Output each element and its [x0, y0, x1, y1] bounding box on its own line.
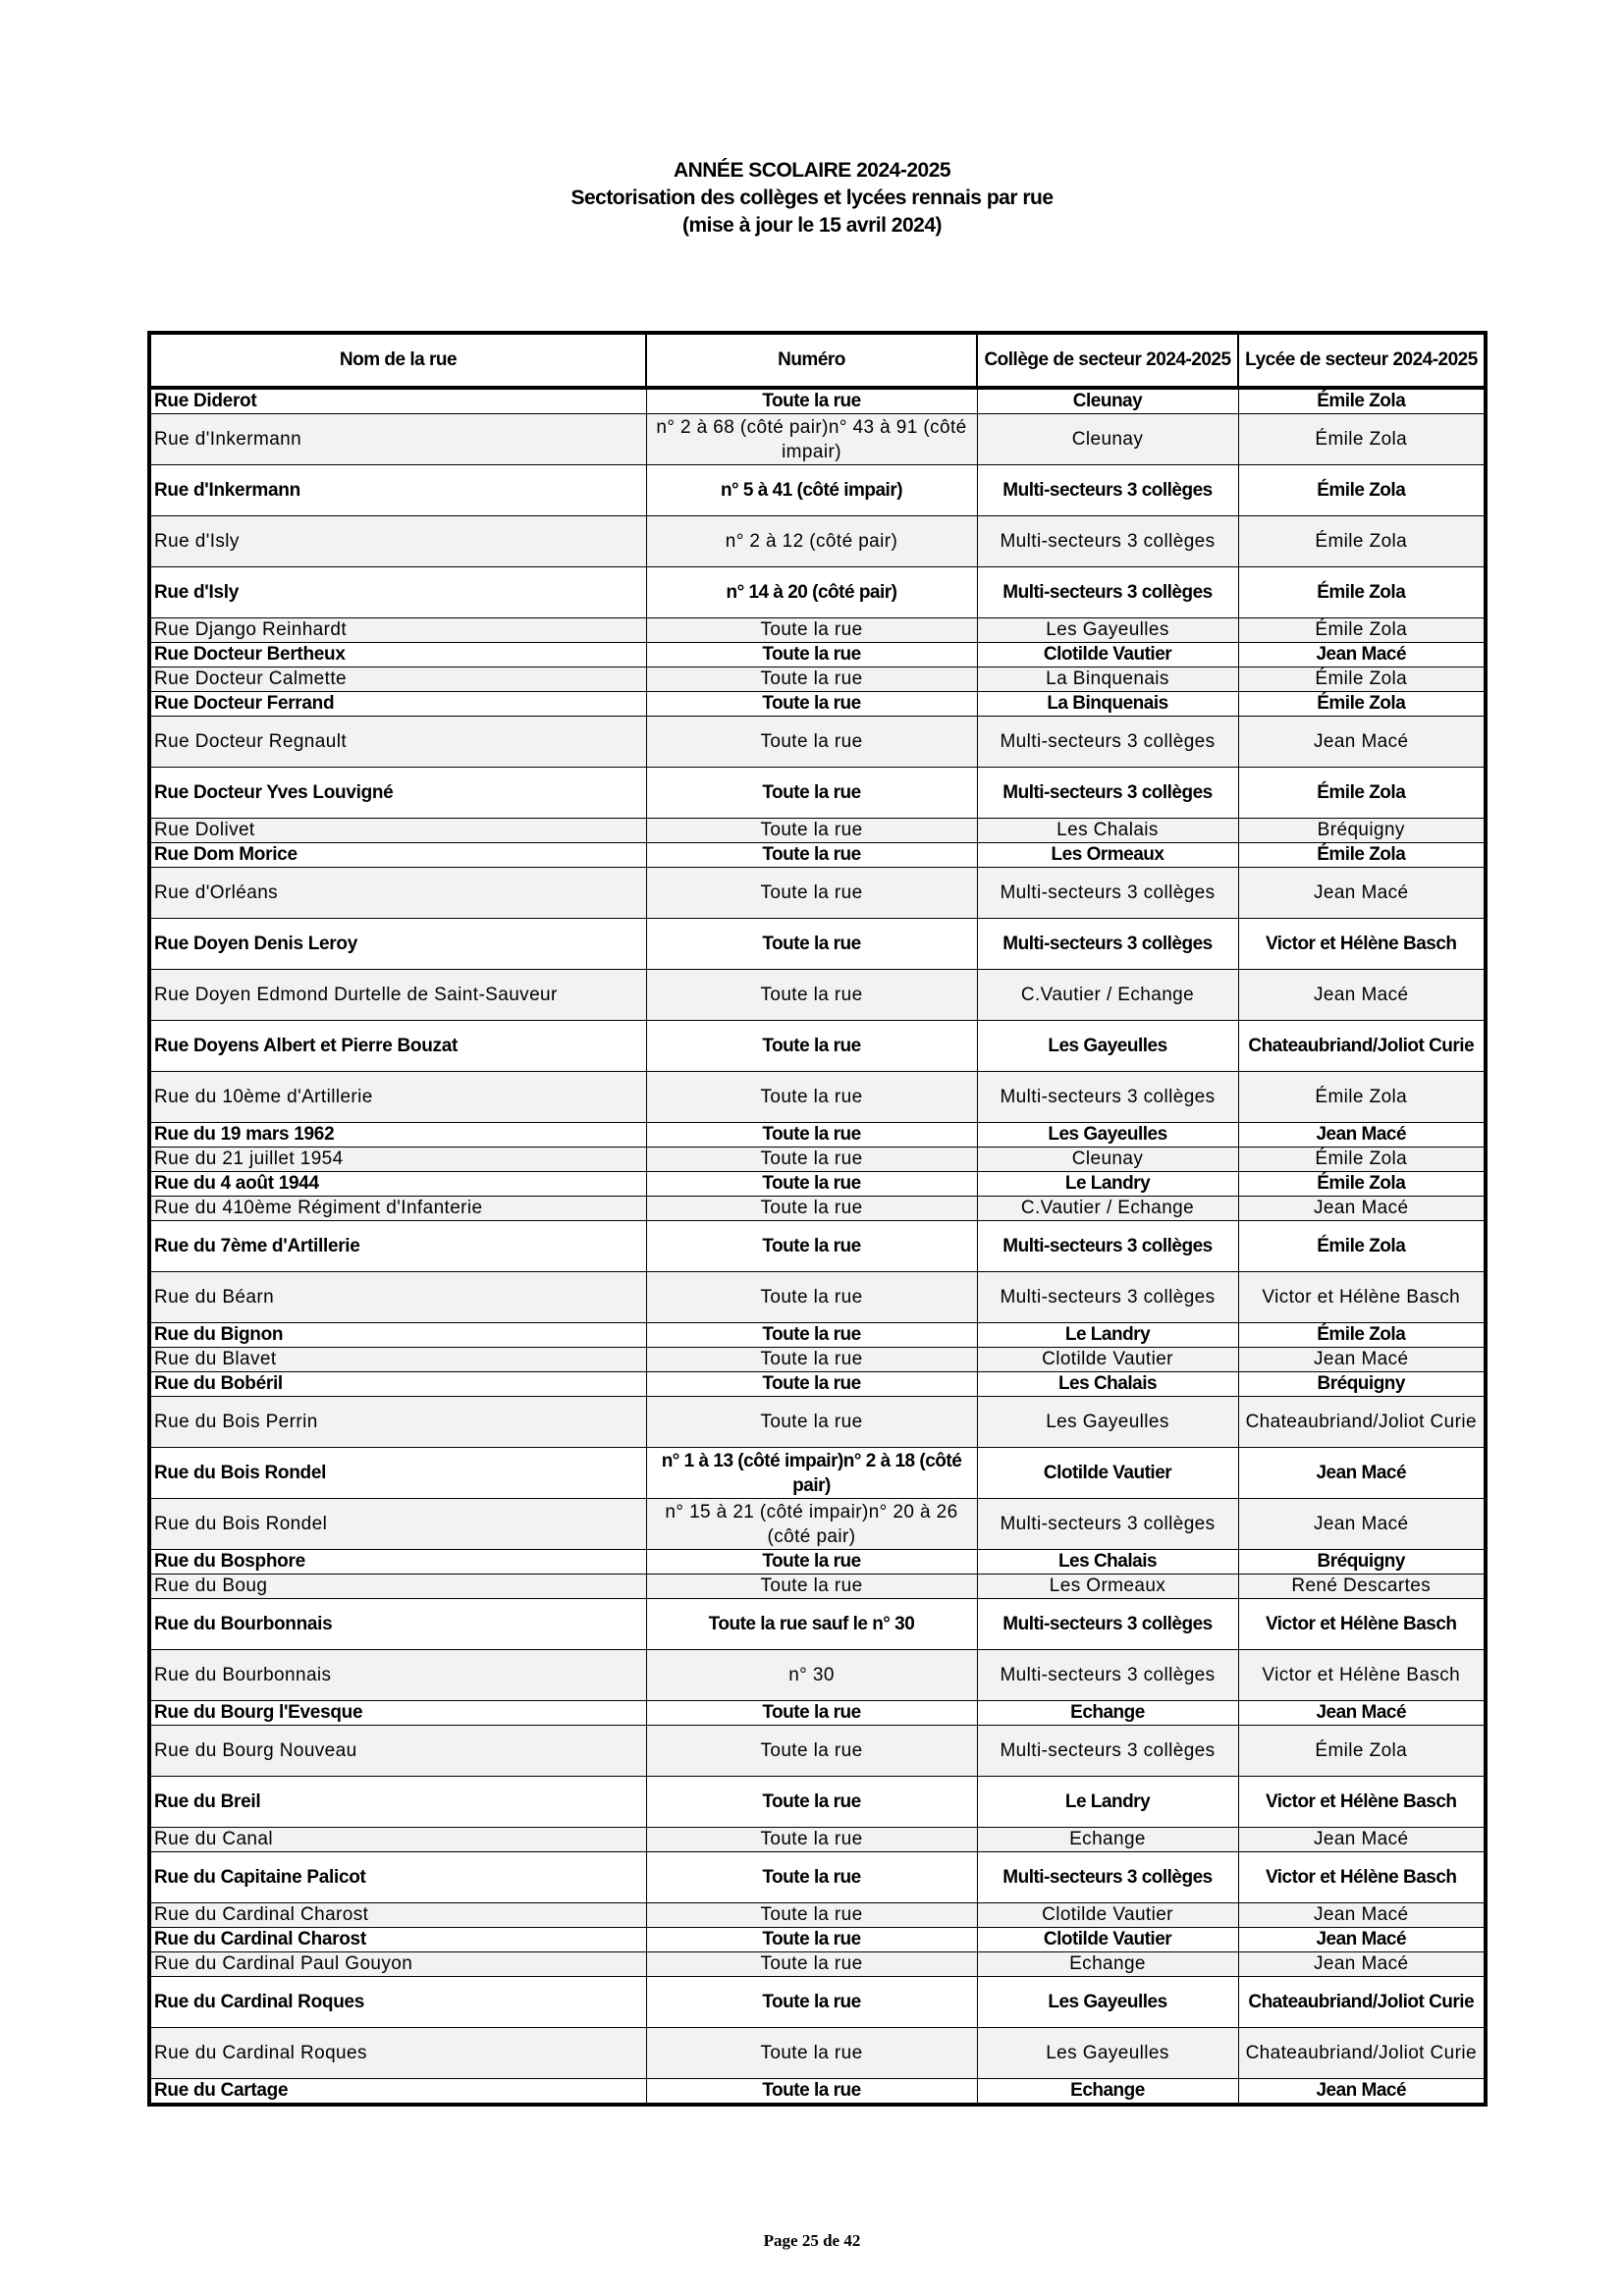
street-number-cell: Toute la rue — [646, 1903, 977, 1928]
table-row — [149, 1777, 1486, 1828]
table-row — [149, 516, 1486, 567]
lycee-cell: Bréquigny — [1238, 819, 1486, 843]
college-cell: Les Gayeulles — [977, 1397, 1238, 1448]
college-cell: Cleunay — [977, 388, 1238, 414]
table-row — [149, 768, 1486, 819]
lycee-cell: Jean Macé — [1238, 717, 1486, 768]
table-row — [149, 970, 1486, 1021]
college-cell: Clotilde Vautier — [977, 1348, 1238, 1372]
street-number-cell: Toute la rue — [646, 1197, 977, 1221]
college-cell: Multi-secteurs 3 collèges — [977, 1272, 1238, 1323]
table-row — [149, 1123, 1486, 1148]
lycee-cell: Victor et Hélène Basch — [1238, 1272, 1486, 1323]
street-name-cell: Rue du Cardinal Roques — [149, 1977, 646, 2028]
lycee-cell: Jean Macé — [1238, 1123, 1486, 1148]
street-number-cell: n° 2 à 12 (côté pair) — [646, 516, 977, 567]
street-name-cell: Rue du 10ème d'Artillerie — [149, 1072, 646, 1123]
street-number-cell: Toute la rue — [646, 643, 977, 667]
lycee-cell: Émile Zola — [1238, 414, 1486, 465]
document-subtitle: Sectorisation des collèges et lycées rennais par rue — [570, 187, 1054, 209]
street-name-cell: Rue du Cardinal Charost — [149, 1903, 646, 1928]
street-name-cell: Rue du 7ème d'Artillerie — [149, 1221, 646, 1272]
street-number-cell: Toute la rue — [646, 717, 977, 768]
update-date: (mise à jour le 15 avril 2024) — [682, 214, 942, 237]
street-number-cell: Toute la rue — [646, 1348, 977, 1372]
table-row — [149, 643, 1486, 667]
lycee-cell: Émile Zola — [1238, 1172, 1486, 1197]
college-cell: Multi-secteurs 3 collèges — [977, 1599, 1238, 1650]
college-cell: Multi-secteurs 3 collèges — [977, 1650, 1238, 1701]
lycee-cell: Jean Macé — [1238, 1828, 1486, 1852]
table-row — [149, 2028, 1486, 2079]
column-header-street: Nom de la rue — [149, 333, 646, 388]
sectorisation-table-wrapper — [147, 331, 1484, 2107]
column-header-college: Collège de secteur 2024-2025 — [977, 333, 1238, 388]
street-name-cell: Rue du 19 mars 1962 — [149, 1123, 646, 1148]
street-number-cell: Toute la rue — [646, 919, 977, 970]
table-row — [149, 1852, 1486, 1903]
table-header-row — [149, 333, 1486, 388]
college-cell: Echange — [977, 1701, 1238, 1726]
street-name-cell: Rue d'Isly — [149, 567, 646, 618]
table-row — [149, 1323, 1486, 1348]
street-name-cell: Rue du Bignon — [149, 1323, 646, 1348]
college-cell: Echange — [977, 1952, 1238, 1977]
street-number-cell: n° 5 à 41 (côté impair) — [646, 465, 977, 516]
table-row — [149, 1372, 1486, 1397]
street-number-cell: Toute la rue — [646, 1575, 977, 1599]
street-number-cell: Toute la rue — [646, 1148, 977, 1172]
table-row — [149, 1221, 1486, 1272]
street-name-cell: Rue Docteur Calmette — [149, 667, 646, 692]
college-cell: Les Gayeulles — [977, 2028, 1238, 2079]
college-cell: Les Ormeaux — [977, 1575, 1238, 1599]
street-name-cell: Rue du Béarn — [149, 1272, 646, 1323]
table-row — [149, 1575, 1486, 1599]
lycee-cell: Victor et Hélène Basch — [1238, 1599, 1486, 1650]
lycee-cell: Émile Zola — [1238, 388, 1486, 414]
table-row — [149, 567, 1486, 618]
street-number-cell: n° 1 à 13 (côté impair)n° 2 à 18 (côté pair) — [646, 1448, 977, 1499]
college-cell: Les Gayeulles — [977, 1977, 1238, 2028]
lycee-cell: Chateaubriand/Joliot Curie — [1238, 2028, 1486, 2079]
college-cell: Les Gayeulles — [977, 1021, 1238, 1072]
table-row — [149, 618, 1486, 643]
table-row — [149, 717, 1486, 768]
street-name-cell: Rue d'Orléans — [149, 868, 646, 919]
table-row — [149, 1272, 1486, 1323]
document-header — [0, 157, 1624, 240]
lycee-cell: Émile Zola — [1238, 1726, 1486, 1777]
lycee-cell: Émile Zola — [1238, 465, 1486, 516]
college-cell: Le Landry — [977, 1323, 1238, 1348]
street-name-cell: Rue Docteur Regnault — [149, 717, 646, 768]
street-name-cell: Rue du 410ème Régiment d'Infanterie — [149, 1197, 646, 1221]
street-name-cell: Rue Docteur Ferrand — [149, 692, 646, 717]
table-row — [149, 843, 1486, 868]
table-row — [149, 465, 1486, 516]
street-number-cell: Toute la rue — [646, 1072, 977, 1123]
street-number-cell: n° 2 à 68 (côté pair)n° 43 à 91 (côté impair) — [646, 414, 977, 465]
street-name-cell: Rue d'Inkermann — [149, 414, 646, 465]
street-number-cell: Toute la rue — [646, 388, 977, 414]
table-row — [149, 1397, 1486, 1448]
lycee-cell: Émile Zola — [1238, 516, 1486, 567]
college-cell: Multi-secteurs 3 collèges — [977, 919, 1238, 970]
college-cell: Les Ormeaux — [977, 843, 1238, 868]
street-name-cell: Rue du Breil — [149, 1777, 646, 1828]
college-cell: Multi-secteurs 3 collèges — [977, 516, 1238, 567]
street-name-cell: Rue Django Reinhardt — [149, 618, 646, 643]
street-name-cell: Rue du 4 août 1944 — [149, 1172, 646, 1197]
street-number-cell: n° 14 à 20 (côté pair) — [646, 567, 977, 618]
street-name-cell: Rue du 21 juillet 1954 — [149, 1148, 646, 1172]
column-header-lycee: Lycée de secteur 2024-2025 — [1238, 333, 1486, 388]
table-row — [149, 1828, 1486, 1852]
table-row — [149, 1172, 1486, 1197]
street-name-cell: Rue Docteur Bertheux — [149, 643, 646, 667]
table-row — [149, 1148, 1486, 1172]
college-cell: Multi-secteurs 3 collèges — [977, 717, 1238, 768]
page-number: Page 25 de 42 — [763, 2231, 861, 2250]
street-number-cell: Toute la rue — [646, 1828, 977, 1852]
lycee-cell: Jean Macé — [1238, 1701, 1486, 1726]
college-cell: Multi-secteurs 3 collèges — [977, 1072, 1238, 1123]
lycee-cell: Bréquigny — [1238, 1372, 1486, 1397]
lycee-cell: Émile Zola — [1238, 1072, 1486, 1123]
street-number-cell: Toute la rue — [646, 1701, 977, 1726]
street-number-cell: Toute la rue — [646, 1323, 977, 1348]
lycee-cell: Victor et Hélène Basch — [1238, 1852, 1486, 1903]
street-number-cell: Toute la rue — [646, 667, 977, 692]
street-number-cell: Toute la rue — [646, 1550, 977, 1575]
college-cell: Clotilde Vautier — [977, 1928, 1238, 1952]
table-row — [149, 1977, 1486, 2028]
college-cell: Cleunay — [977, 1148, 1238, 1172]
table-row — [149, 1726, 1486, 1777]
lycee-cell: Chateaubriand/Joliot Curie — [1238, 1977, 1486, 2028]
college-cell: Echange — [977, 1828, 1238, 1852]
lycee-cell: Jean Macé — [1238, 643, 1486, 667]
street-number-cell: Toute la rue — [646, 2079, 977, 2106]
lycee-cell: Jean Macé — [1238, 1903, 1486, 1928]
street-number-cell: Toute la rue sauf le n° 30 — [646, 1599, 977, 1650]
lycee-cell: Jean Macé — [1238, 2079, 1486, 2106]
college-cell: Multi-secteurs 3 collèges — [977, 768, 1238, 819]
table-row — [149, 2079, 1486, 2106]
table-row — [149, 667, 1486, 692]
table-row — [149, 819, 1486, 843]
college-cell: Multi-secteurs 3 collèges — [977, 868, 1238, 919]
table-row — [149, 388, 1486, 414]
street-name-cell: Rue Doyen Denis Leroy — [149, 919, 646, 970]
street-name-cell: Rue du Boug — [149, 1575, 646, 1599]
street-name-cell: Rue Diderot — [149, 388, 646, 414]
lycee-cell: Jean Macé — [1238, 1952, 1486, 1977]
street-name-cell: Rue Dom Morice — [149, 843, 646, 868]
school-year-title: ANNÉE SCOLAIRE 2024-2025 — [673, 159, 951, 182]
street-name-cell: Rue d'Inkermann — [149, 465, 646, 516]
college-cell: Les Gayeulles — [977, 1123, 1238, 1148]
lycee-cell: Émile Zola — [1238, 843, 1486, 868]
street-number-cell: Toute la rue — [646, 618, 977, 643]
table-row — [149, 1599, 1486, 1650]
street-name-cell: Rue du Cardinal Roques — [149, 2028, 646, 2079]
table-row — [149, 1072, 1486, 1123]
street-number-cell: Toute la rue — [646, 1272, 977, 1323]
table-row — [149, 1903, 1486, 1928]
street-name-cell: Rue du Bourg Nouveau — [149, 1726, 646, 1777]
lycee-cell: Jean Macé — [1238, 868, 1486, 919]
street-number-cell: Toute la rue — [646, 768, 977, 819]
college-cell: C.Vautier / Echange — [977, 1197, 1238, 1221]
lycee-cell: René Descartes — [1238, 1575, 1486, 1599]
lycee-cell: Émile Zola — [1238, 1221, 1486, 1272]
college-cell: Le Landry — [977, 1172, 1238, 1197]
street-number-cell: Toute la rue — [646, 1952, 977, 1977]
table-row — [149, 1348, 1486, 1372]
street-number-cell: Toute la rue — [646, 1397, 977, 1448]
street-name-cell: Rue du Bois Rondel — [149, 1448, 646, 1499]
college-cell: Multi-secteurs 3 collèges — [977, 1221, 1238, 1272]
college-cell: Les Chalais — [977, 819, 1238, 843]
table-row — [149, 1928, 1486, 1952]
college-cell: Le Landry — [977, 1777, 1238, 1828]
college-cell: Clotilde Vautier — [977, 1903, 1238, 1928]
college-cell: Multi-secteurs 3 collèges — [977, 1499, 1238, 1550]
lycee-cell: Émile Zola — [1238, 1323, 1486, 1348]
college-cell: Multi-secteurs 3 collèges — [977, 1852, 1238, 1903]
street-name-cell: Rue Doyens Albert et Pierre Bouzat — [149, 1021, 646, 1072]
street-number-cell: Toute la rue — [646, 868, 977, 919]
lycee-cell: Jean Macé — [1238, 1928, 1486, 1952]
lycee-cell: Émile Zola — [1238, 618, 1486, 643]
college-cell: La Binquenais — [977, 667, 1238, 692]
street-name-cell: Rue du Bobéril — [149, 1372, 646, 1397]
street-name-cell: Rue du Cardinal Charost — [149, 1928, 646, 1952]
street-number-cell: Toute la rue — [646, 1172, 977, 1197]
street-number-cell: Toute la rue — [646, 1123, 977, 1148]
table-row — [149, 1197, 1486, 1221]
college-cell: Cleunay — [977, 414, 1238, 465]
street-number-cell: n° 30 — [646, 1650, 977, 1701]
lycee-cell: Chateaubriand/Joliot Curie — [1238, 1021, 1486, 1072]
lycee-cell: Émile Zola — [1238, 768, 1486, 819]
street-name-cell: Rue du Bois Perrin — [149, 1397, 646, 1448]
college-cell: Clotilde Vautier — [977, 1448, 1238, 1499]
street-number-cell: Toute la rue — [646, 1221, 977, 1272]
lycee-cell: Victor et Hélène Basch — [1238, 919, 1486, 970]
lycee-cell: Jean Macé — [1238, 1448, 1486, 1499]
college-cell: Les Chalais — [977, 1550, 1238, 1575]
street-number-cell: n° 15 à 21 (côté impair)n° 20 à 26 (côté pair) — [646, 1499, 977, 1550]
street-name-cell: Rue du Bosphore — [149, 1550, 646, 1575]
table-row — [149, 1550, 1486, 1575]
street-name-cell: Rue du Bourbonnais — [149, 1599, 646, 1650]
table-row — [149, 1701, 1486, 1726]
street-name-cell: Rue du Cartage — [149, 2079, 646, 2106]
table-row — [149, 1448, 1486, 1499]
college-cell: Multi-secteurs 3 collèges — [977, 567, 1238, 618]
table-row — [149, 1952, 1486, 1977]
street-number-cell: Toute la rue — [646, 1928, 977, 1952]
street-number-cell: Toute la rue — [646, 1977, 977, 2028]
street-name-cell: Rue Docteur Yves Louvigné — [149, 768, 646, 819]
college-cell: Echange — [977, 2079, 1238, 2106]
street-number-cell: Toute la rue — [646, 819, 977, 843]
street-number-cell: Toute la rue — [646, 970, 977, 1021]
sectorisation-table — [147, 331, 1488, 2107]
street-number-cell: Toute la rue — [646, 2028, 977, 2079]
street-name-cell: Rue Dolivet — [149, 819, 646, 843]
lycee-cell: Jean Macé — [1238, 1499, 1486, 1550]
college-cell: Multi-secteurs 3 collèges — [977, 1726, 1238, 1777]
lycee-cell: Émile Zola — [1238, 1148, 1486, 1172]
street-name-cell: Rue du Bourbonnais — [149, 1650, 646, 1701]
lycee-cell: Chateaubriand/Joliot Curie — [1238, 1397, 1486, 1448]
table-row — [149, 919, 1486, 970]
lycee-cell: Jean Macé — [1238, 970, 1486, 1021]
college-cell: La Binquenais — [977, 692, 1238, 717]
column-header-number: Numéro — [646, 333, 977, 388]
college-cell: Multi-secteurs 3 collèges — [977, 465, 1238, 516]
street-number-cell: Toute la rue — [646, 1021, 977, 1072]
lycee-cell: Jean Macé — [1238, 1348, 1486, 1372]
college-cell: Les Chalais — [977, 1372, 1238, 1397]
table-row — [149, 414, 1486, 465]
table-row — [149, 1499, 1486, 1550]
lycee-cell: Émile Zola — [1238, 692, 1486, 717]
lycee-cell: Victor et Hélène Basch — [1238, 1777, 1486, 1828]
street-name-cell: Rue du Bourg l'Evesque — [149, 1701, 646, 1726]
street-name-cell: Rue d'Isly — [149, 516, 646, 567]
street-name-cell: Rue du Cardinal Paul Gouyon — [149, 1952, 646, 1977]
lycee-cell: Jean Macé — [1238, 1197, 1486, 1221]
street-number-cell: Toute la rue — [646, 1726, 977, 1777]
street-number-cell: Toute la rue — [646, 843, 977, 868]
table-row — [149, 868, 1486, 919]
street-number-cell: Toute la rue — [646, 692, 977, 717]
table-row — [149, 1021, 1486, 1072]
street-number-cell: Toute la rue — [646, 1852, 977, 1903]
table-row — [149, 692, 1486, 717]
table-body — [149, 388, 1486, 2105]
college-cell: Les Gayeulles — [977, 618, 1238, 643]
street-number-cell: Toute la rue — [646, 1372, 977, 1397]
street-name-cell: Rue Doyen Edmond Durtelle de Saint-Sauveur — [149, 970, 646, 1021]
lycee-cell: Émile Zola — [1238, 567, 1486, 618]
lycee-cell: Victor et Hélène Basch — [1238, 1650, 1486, 1701]
college-cell: C.Vautier / Echange — [977, 970, 1238, 1021]
lycee-cell: Bréquigny — [1238, 1550, 1486, 1575]
street-name-cell: Rue du Capitaine Palicot — [149, 1852, 646, 1903]
lycee-cell: Émile Zola — [1238, 667, 1486, 692]
street-name-cell: Rue du Bois Rondel — [149, 1499, 646, 1550]
table-row — [149, 1650, 1486, 1701]
street-name-cell: Rue du Canal — [149, 1828, 646, 1852]
street-name-cell: Rue du Blavet — [149, 1348, 646, 1372]
street-number-cell: Toute la rue — [646, 1777, 977, 1828]
college-cell: Clotilde Vautier — [977, 643, 1238, 667]
